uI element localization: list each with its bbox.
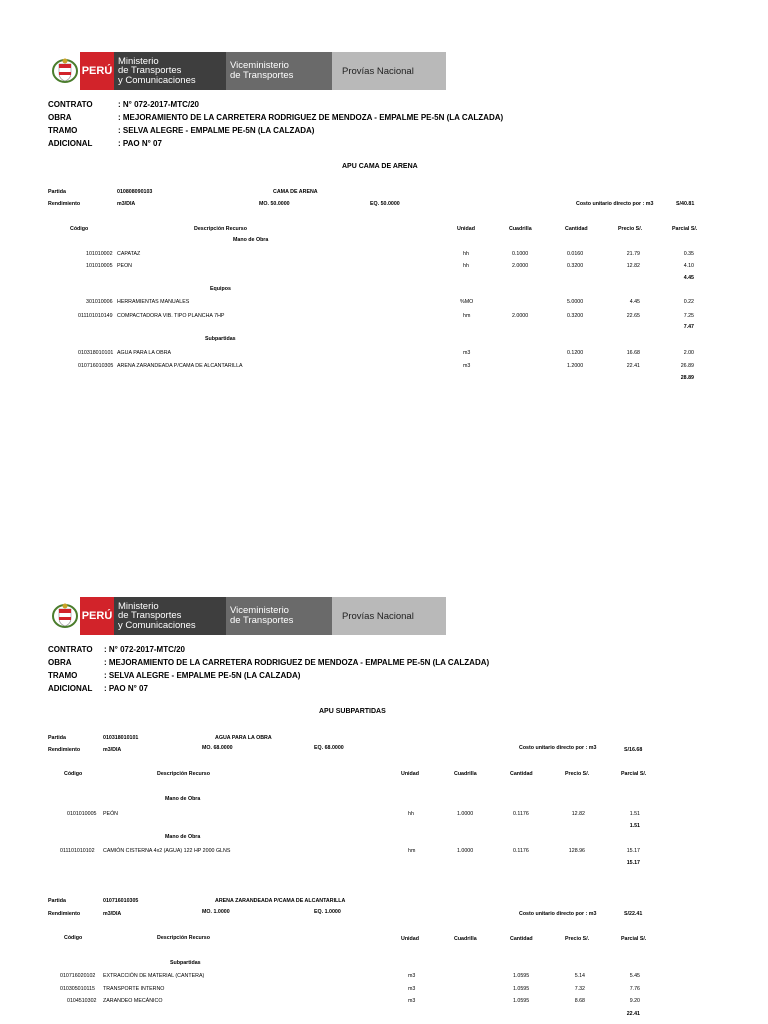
row-cantidad: 1.0595: [513, 973, 530, 979]
row-precio: 4.45: [629, 299, 640, 305]
partida-name: CAMA DE ARENA: [273, 189, 318, 195]
rendimiento-label: Rendimiento: [48, 911, 81, 917]
section-mano-de-obra: Mano de Obra: [165, 834, 201, 840]
col-unidad: Unidad: [457, 226, 475, 232]
row-cantidad: 0.3200: [567, 313, 584, 319]
rendimiento-unit: m3/DIA: [117, 201, 136, 207]
partida-name: AGUA PARA LA OBRA: [215, 735, 272, 741]
col-unidad: Unidad: [401, 771, 419, 777]
row-desc: COMPACTADORA VIB. TIPO PLANCHA 7HP: [117, 313, 225, 319]
row-precio: 22.65: [626, 313, 640, 319]
header-banner: [50, 597, 446, 635]
row-precio: 16.68: [626, 350, 640, 356]
row-unit: hm: [463, 313, 471, 319]
subtotal-equipos: 7.47: [683, 324, 694, 330]
row-desc: CAPATAZ: [117, 251, 141, 257]
col-descripcion: Descripción Recurso: [157, 935, 210, 941]
tramo-label: TRAMO: [48, 126, 78, 135]
row-desc: ARENA ZARANDEADA P/CAMA DE ALCANTARILLA: [117, 363, 243, 369]
contrato-label: CONTRATO: [48, 645, 93, 654]
eq-value: EQ. 50.0000: [370, 201, 400, 207]
row-cantidad: 0.1176: [513, 811, 529, 817]
tramo-value: : SELVA ALEGRE - EMPALME PE-5N (LA CALZADA): [118, 126, 315, 135]
peru-coat-of-arms-icon: [50, 597, 80, 635]
col-precio: Precio S/.: [565, 771, 590, 777]
row-code: 010716010305: [78, 363, 114, 369]
row-unit: m3: [463, 350, 471, 356]
partida-code: 010318010101: [103, 735, 139, 741]
row-cuadrilla: 1.0000: [457, 848, 474, 854]
adicional-value: : PAO N° 07: [104, 684, 148, 693]
col-precio: Precio S/.: [565, 936, 590, 942]
col-cantidad: Cantidad: [510, 771, 533, 777]
row-parcial: 7.25: [683, 313, 694, 319]
tramo-value: : SELVA ALEGRE - EMPALME PE-5N (LA CALZADA): [104, 671, 301, 680]
section-mano-de-obra: Mano de Obra: [165, 796, 201, 802]
col-cuadrilla: Cuadrilla: [454, 771, 477, 777]
row-desc: EXTRACCIÓN DE MATERIAL (CANTERA): [103, 973, 205, 979]
row-precio: 7.32: [574, 986, 585, 992]
section-subpartidas: Subpartidas: [205, 336, 236, 342]
row-precio: 8.68: [574, 998, 585, 1004]
rendimiento-label: Rendimiento: [48, 747, 81, 753]
col-descripcion: Descripción Recurso: [157, 771, 210, 777]
row-code: 011101010102: [60, 848, 95, 854]
row-precio: 12.82: [571, 811, 585, 817]
col-cantidad: Cantidad: [565, 226, 588, 232]
row-code: 301010006: [86, 299, 113, 305]
col-cuadrilla: Cuadrilla: [454, 936, 477, 942]
row-cantidad: 5.0000: [567, 299, 584, 305]
col-codigo: Código: [70, 226, 89, 232]
header-banner: [50, 52, 446, 90]
row-precio: 12.82: [626, 263, 640, 269]
obra-label: OBRA: [48, 658, 72, 667]
row-parcial: 5.45: [629, 973, 640, 979]
partida-label: Partida: [48, 189, 66, 195]
row-cuadrilla: 2.0000: [512, 263, 529, 269]
subtotal-subpartidas: 28.89: [680, 375, 694, 381]
row-code: 101010002: [86, 251, 113, 257]
subtotal: 22.41: [626, 1011, 640, 1017]
row-cantidad: 1.0595: [513, 986, 530, 992]
costo-value: S/16.68: [624, 747, 643, 753]
adicional-label: ADICIONAL: [48, 684, 93, 693]
row-desc: ZARANDEO MECÁNICO: [103, 998, 163, 1004]
col-cuadrilla: Cuadrilla: [509, 226, 532, 232]
col-parcial: Parcial S/.: [672, 226, 698, 232]
rendimiento-unit: m3/DIA: [103, 747, 122, 753]
row-parcial: 1.51: [629, 811, 640, 817]
mo-value: MO. 1.0000: [202, 909, 230, 915]
eq-value: EQ. 68.0000: [314, 745, 344, 751]
row-desc: TRANSPORTE INTERNO: [103, 986, 165, 992]
row-code: 101010005: [86, 263, 113, 269]
row-parcial: 4.10: [683, 263, 694, 269]
contrato-label: CONTRATO: [48, 100, 93, 109]
row-precio: 21.79: [626, 251, 640, 257]
row-parcial: 26.89: [680, 363, 694, 369]
peru-label: PERÚ: [80, 597, 114, 635]
row-desc: AGUA PARA LA OBRA: [117, 350, 172, 356]
row-cuadrilla: 2.0000: [512, 313, 529, 319]
contrato-value: : N° 072-2017-MTC/20: [104, 645, 186, 654]
row-desc: PEÓN: [103, 811, 119, 817]
viceministry-label: Viceministerio de Transportes: [226, 597, 332, 635]
eq-value: EQ. 1.0000: [314, 909, 341, 915]
costo-label: Costo unitario directo por : m3: [519, 745, 597, 751]
col-unidad: Unidad: [401, 936, 419, 942]
costo-value: S/40.81: [676, 201, 695, 207]
subtotal: 1.51: [629, 823, 640, 829]
row-code: 0104510302: [67, 998, 97, 1004]
row-code: 010305010115: [60, 986, 95, 992]
mo-value: MO. 68.0000: [202, 745, 233, 751]
viceministry-label: Viceministerio de Transportes: [226, 52, 332, 90]
costo-value: S/22.41: [624, 911, 643, 917]
row-cantidad: 1.2000: [567, 363, 584, 369]
row-cantidad: 0.1176: [513, 848, 529, 854]
col-precio: Precio S/.: [618, 226, 643, 232]
row-desc: PEON: [117, 263, 133, 269]
col-codigo: Código: [64, 935, 83, 941]
section-mano-de-obra: Mano de Obra: [233, 237, 269, 243]
ministry-label: Ministerio de Transportes y Comunicaciones: [114, 52, 226, 90]
peru-label: PERÚ: [80, 52, 114, 90]
row-parcial: 0.35: [683, 251, 694, 257]
row-cuadrilla: 1.0000: [457, 811, 474, 817]
partida-label: Partida: [48, 898, 66, 904]
row-code: 010716020102: [60, 973, 96, 979]
rendimiento-unit: m3/DIA: [103, 911, 122, 917]
row-precio: 128.96: [568, 848, 585, 854]
partida-name: ARENA ZARANDEADA P/CAMA DE ALCANTARILLA: [215, 898, 346, 904]
row-unit: m3: [408, 998, 416, 1004]
obra-value: : MEJORAMIENTO DE LA CARRETERA RODRIGUEZ DE MENDOZA - EMPALME PE-5N (LA CALZADA): [118, 113, 504, 122]
row-precio: 22.41: [626, 363, 640, 369]
row-cantidad: 1.0595: [513, 998, 530, 1004]
provias-label: Provías Nacional: [332, 52, 446, 90]
row-code: 0101010005: [67, 811, 97, 817]
adicional-label: ADICIONAL: [48, 139, 93, 148]
row-code: 011101010149: [78, 313, 113, 319]
contrato-value: : N° 072-2017-MTC/20: [118, 100, 200, 109]
row-unit: hh: [408, 811, 414, 817]
row-parcial: 9.20: [629, 998, 640, 1004]
col-descripcion: Descripción Recurso: [194, 226, 247, 232]
row-parcial: 15.17: [626, 848, 640, 854]
row-unit: %MO: [460, 299, 474, 305]
row-unit: hh: [463, 263, 469, 269]
row-desc: HERRAMIENTAS MANUALES: [117, 299, 190, 305]
costo-label: Costo unitario directo por : m3: [576, 201, 654, 207]
row-parcial: 0.22: [683, 299, 694, 305]
apu-title: APU SUBPARTIDAS: [319, 708, 386, 715]
row-precio: 5.14: [574, 973, 585, 979]
provias-label: Provías Nacional: [332, 597, 446, 635]
row-unit: m3: [408, 986, 416, 992]
rendimiento-label: Rendimiento: [48, 201, 81, 207]
row-cantidad: 0.0160: [567, 251, 584, 257]
col-parcial: Parcial S/.: [621, 771, 647, 777]
section-equipos: Equipos: [210, 286, 231, 292]
row-cuadrilla: 0.1000: [512, 251, 529, 257]
row-code: 010318010101: [78, 350, 114, 356]
row-cantidad: 0.3200: [567, 263, 584, 269]
obra-value: : MEJORAMIENTO DE LA CARRETERA RODRIGUEZ DE MENDOZA - EMPALME PE-5N (LA CALZADA): [104, 658, 490, 667]
adicional-value: : PAO N° 07: [118, 139, 162, 148]
row-unit: hm: [408, 848, 416, 854]
section-subpartidas: Subpartidas: [170, 960, 201, 966]
col-parcial: Parcial S/.: [621, 936, 647, 942]
row-desc: CAMIÓN CISTERNA 4x2 (AGUA) 122 HP 2000 GLNS: [103, 848, 231, 854]
obra-label: OBRA: [48, 113, 72, 122]
col-codigo: Código: [64, 771, 83, 777]
row-cantidad: 0.1200: [567, 350, 584, 356]
mo-value: MO. 50.0000: [259, 201, 290, 207]
subtotal-mano: 4.45: [683, 275, 694, 281]
row-unit: hh: [463, 251, 469, 257]
tramo-label: TRAMO: [48, 671, 78, 680]
partida-label: Partida: [48, 735, 66, 741]
row-unit: m3: [463, 363, 471, 369]
row-parcial: 7.76: [629, 986, 640, 992]
peru-coat-of-arms-icon: [50, 52, 80, 90]
costo-label: Costo unitario directo por : m3: [519, 911, 597, 917]
row-unit: m3: [408, 973, 416, 979]
partida-code: 010716010305: [103, 898, 139, 904]
subtotal: 15.17: [626, 860, 640, 866]
ministry-label: Ministerio de Transportes y Comunicaciones: [114, 597, 226, 635]
apu-title: APU CAMA DE ARENA: [342, 163, 418, 170]
row-parcial: 2.00: [683, 350, 694, 356]
partida-code: 010808090103: [117, 189, 153, 195]
col-cantidad: Cantidad: [510, 936, 533, 942]
